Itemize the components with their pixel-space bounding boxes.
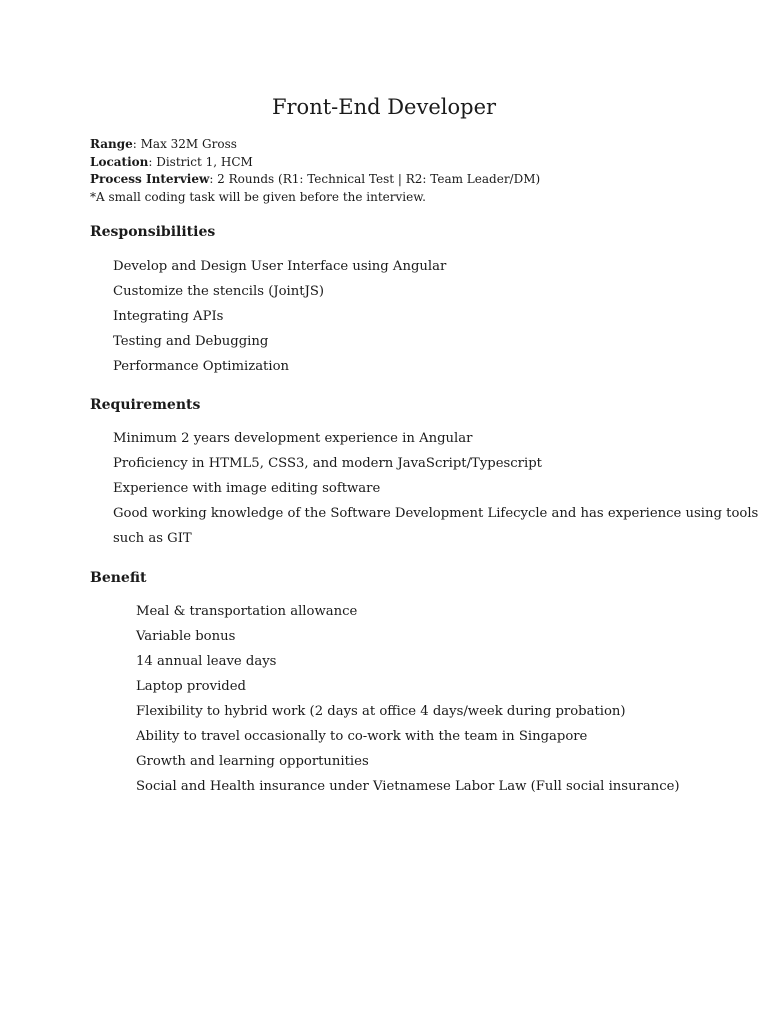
location-label: Location bbox=[90, 154, 149, 169]
benefit-list bbox=[136, 599, 680, 799]
list-item: Meal & transportation allowance bbox=[136, 604, 358, 619]
benefit-heading: Benefit bbox=[90, 570, 147, 586]
list-item: Social and Health insurance under Vietnamese Labor Law (Full social insurance) bbox=[136, 779, 680, 794]
list-item-continuation: such as GIT bbox=[113, 531, 192, 546]
list-item: Flexibility to hybrid work (2 days at office 4 days/week during probation) bbox=[136, 704, 626, 719]
list-item: Good working knowledge of the Software Development Lifecycle and has experience using tools bbox=[113, 506, 759, 521]
job-meta bbox=[90, 136, 540, 207]
list-item: Testing and Debugging bbox=[113, 334, 269, 349]
range-value: : Max 32M Gross bbox=[132, 137, 237, 151]
location-value: : District 1, HCM bbox=[148, 154, 253, 169]
range-line bbox=[90, 136, 540, 154]
responsibilities-list bbox=[113, 254, 446, 379]
process-value: : 2 Rounds (R1: Technical Test | R2: Team Leader/DM) bbox=[209, 172, 541, 187]
list-item: Minimum 2 years development experience in Angular bbox=[113, 431, 473, 446]
requirements-list bbox=[113, 426, 758, 551]
list-item: Proficiency in HTML5, CSS3, and modern JavaScript/Typescript bbox=[113, 456, 542, 471]
list-item: Integrating APIs bbox=[113, 309, 224, 324]
list-item: Experience with image editing software bbox=[113, 481, 381, 496]
list-item: Performance Optimization bbox=[113, 359, 290, 374]
list-item: Variable bonus bbox=[136, 629, 236, 644]
location-line bbox=[90, 154, 540, 172]
range-label: Range bbox=[90, 137, 133, 151]
list-item: Growth and learning opportunities bbox=[136, 754, 369, 769]
list-item: Customize the stencils (JointJS) bbox=[113, 284, 325, 299]
list-item: Develop and Design User Interface using Angular bbox=[113, 259, 447, 274]
requirements-heading: Requirements bbox=[90, 397, 201, 413]
responsibilities-heading: Responsibilities bbox=[90, 224, 216, 240]
process-label: Process Interview bbox=[90, 172, 210, 187]
page-title: Front-End Developer bbox=[271, 95, 497, 119]
interview-note: *A small coding task will be given before the interview. bbox=[90, 190, 426, 205]
list-item: Laptop provided bbox=[136, 679, 246, 694]
process-line bbox=[90, 171, 540, 189]
list-item: Ability to travel occasionally to co-work with the team in Singapore bbox=[136, 729, 588, 744]
list-item: 14 annual leave days bbox=[136, 654, 277, 669]
